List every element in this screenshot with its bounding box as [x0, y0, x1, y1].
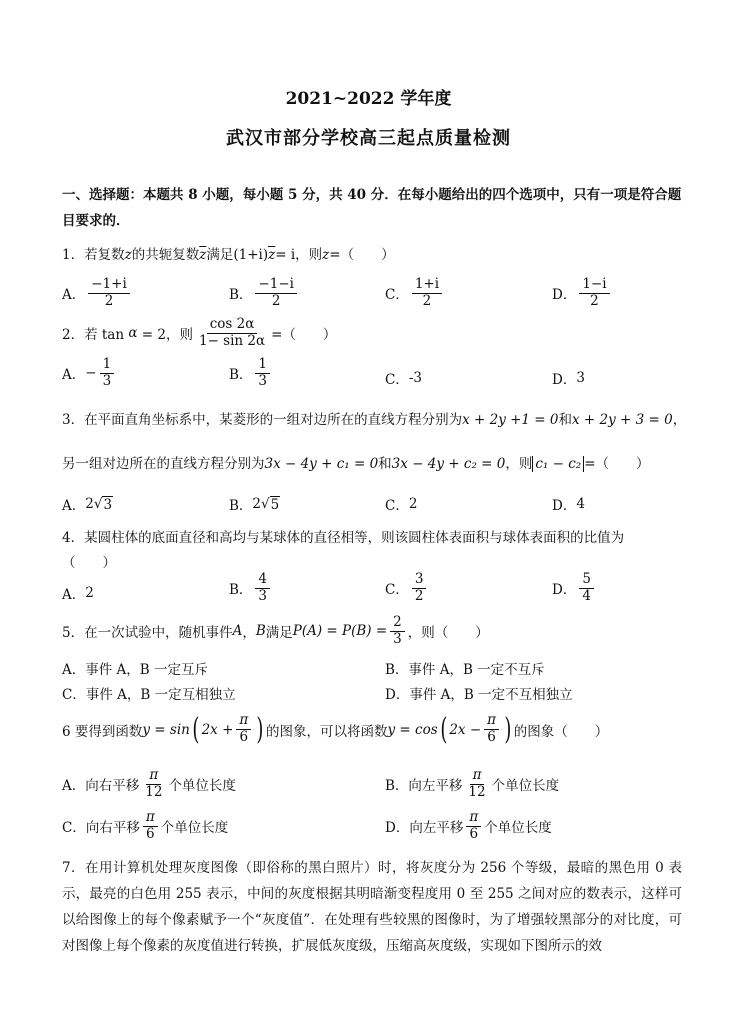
coefficient: 2 — [85, 496, 94, 512]
section-intro: 一、选择题：本题共 8 小题，每小题 5 分，共 40 分．在每小题给出的四个选项中，只有一项是符合题目要求的． — [62, 187, 682, 229]
q2-text-c: =（ ） — [271, 327, 337, 344]
option-value: -3 — [408, 370, 422, 386]
denominator: 12 — [468, 783, 486, 800]
option-letter: A． — [62, 367, 86, 384]
q5-option-d[interactable] — [385, 683, 573, 703]
q2-option-d[interactable] — [552, 368, 585, 388]
option-text: 事件 A，B 一定不互相独立 — [409, 687, 573, 703]
q6-text-a: 6 要得到函数 — [62, 723, 143, 740]
denominator: 2 — [271, 292, 281, 309]
fraction — [412, 277, 442, 309]
q1-text-c: 满足 — [206, 247, 234, 263]
numerator: −1−i — [255, 277, 297, 294]
q5-expr: P(A) = P(B) = — [292, 623, 388, 640]
denominator: 3 — [258, 587, 268, 604]
fraction — [142, 768, 165, 800]
q3-and: 和 — [558, 412, 572, 428]
q1-zbar: $\overline{z}$ — [199, 247, 207, 263]
question-7-text: 7．在用计算机处理灰度图像（即俗称的黑白照片）时，将灰度分为 256 个等级，最暗的黑色用 0 表示，最亮的白色用 255 表示，中间的灰度根据其明暗渐变程度用 0 至 255 之间对应的数表示，这样可以给图像上的每个像素赋予一个“灰度值”．在处理有些较黑的图像时，为了增强较黑部分的对比度，可对图像上每个像素的灰度值进行转换，扩展低灰度级，压缩高灰度级，实现如下图所示的效 — [62, 860, 682, 954]
left-paren: ( — [192, 712, 200, 747]
fraction — [579, 572, 594, 604]
numerator: 1 — [255, 357, 270, 374]
q2-text-a: 2．若 tan — [62, 327, 125, 344]
fraction — [236, 713, 251, 745]
q1-z: z — [124, 247, 132, 263]
fraction — [412, 572, 427, 604]
q6-text-b: 的图象，可以将函数 — [265, 723, 388, 740]
fraction — [466, 810, 481, 842]
numerator: π — [470, 768, 485, 785]
option-value: 3 — [576, 370, 585, 386]
q5-text-c: ，则（ ） — [407, 625, 489, 642]
numerator: 1−i — [579, 277, 609, 294]
numerator: cos 2α — [207, 317, 258, 334]
numerator: 2 — [390, 615, 405, 632]
denominator: 6 — [145, 825, 155, 842]
denominator: 6 — [469, 825, 479, 842]
numerator: 1 — [100, 357, 115, 374]
option-letter: A． — [62, 287, 86, 304]
option-value: 2 — [408, 496, 418, 512]
fraction — [255, 277, 297, 309]
q5-event-b: B — [255, 623, 266, 640]
denominator: 3 — [258, 372, 268, 389]
numerator: π — [236, 713, 251, 730]
left-paren: ( — [439, 712, 447, 747]
fraction — [88, 277, 130, 309]
q3-option-b[interactable] — [229, 494, 280, 514]
option-letter: D． — [552, 372, 577, 388]
numerator: 3 — [412, 572, 427, 589]
right-paren: ) — [504, 712, 512, 747]
q2-option-c[interactable] — [385, 368, 422, 388]
option-letter: D． — [552, 498, 577, 514]
q5-option-c[interactable] — [62, 683, 236, 703]
option-letter: B． — [385, 778, 409, 795]
fraction — [484, 713, 499, 745]
q6-func-1: y = sin — [142, 721, 190, 738]
denominator: 2 — [590, 292, 599, 309]
option-letter: C． — [62, 687, 86, 703]
radicand: 5 — [270, 496, 280, 513]
q4-option-b[interactable] — [229, 572, 273, 604]
denominator: 6 — [487, 729, 496, 745]
q1-eq2: =（ ） — [329, 247, 395, 263]
option-pre: 向右平移 — [85, 778, 140, 795]
question-5-stem — [62, 615, 489, 647]
q6-option-a[interactable] — [62, 768, 236, 800]
fraction — [579, 277, 609, 309]
option-letter: A． — [62, 778, 86, 795]
q1-option-b[interactable] — [229, 277, 300, 309]
denominator: 3 — [393, 630, 402, 647]
q4-option-c[interactable] — [385, 572, 429, 604]
q4-option-d[interactable] — [552, 572, 597, 604]
option-letter: C． — [385, 287, 409, 304]
q3-eq-1: x + 2y +1 = 0 — [462, 412, 559, 428]
numerator: 5 — [579, 572, 594, 589]
option-value: 2 — [85, 585, 94, 601]
option-pre: 向左平移 — [408, 778, 463, 795]
option-letter: A． — [62, 498, 86, 514]
q3-and-2: 和 — [378, 456, 392, 472]
option-value: 4 — [576, 496, 585, 512]
q1-zbar-2: $\overline{z}$ — [268, 247, 276, 263]
fraction — [196, 317, 268, 349]
q1-text-b: 的共轭复数 — [131, 247, 200, 263]
q1-eq: = i，则 — [275, 247, 323, 263]
option-pre: 向左平移 — [409, 820, 464, 837]
sqrt-sign: √ — [93, 496, 103, 512]
right-paren: ) — [256, 712, 264, 747]
option-letter: D． — [552, 582, 577, 599]
q2-alpha: α — [128, 325, 138, 342]
q3-eq-3: 3x − 4y + c₁ = 0 — [264, 456, 379, 472]
q1-expr: (1+i) — [233, 247, 269, 263]
numerator: π — [466, 810, 481, 827]
q5-option-a[interactable] — [62, 658, 208, 678]
q6-option-d[interactable] — [385, 810, 552, 842]
fraction — [390, 615, 405, 647]
q2-text-b: = 2，则 — [141, 327, 193, 344]
q1-option-c[interactable] — [385, 277, 445, 309]
option-post: 个单位长度 — [168, 778, 236, 795]
exam-title: 武汉市部分学校高三起点质量检测 — [226, 128, 511, 149]
numerator: π — [146, 768, 161, 785]
option-letter: C． — [385, 372, 409, 388]
sqrt-sign: √ — [261, 496, 270, 512]
question-6-stem — [62, 712, 608, 747]
q3-end: ， — [672, 412, 687, 428]
fraction — [143, 810, 158, 842]
q3-eq-2: x + 2y + 3 = 0 — [572, 412, 673, 428]
question-4-paren: （ ） — [62, 555, 116, 571]
q3-eq-4: 3x − 4y + c₂ = 0 — [391, 456, 506, 472]
radicand: 3 — [103, 496, 113, 513]
denominator: 12 — [145, 783, 163, 800]
option-letter: B． — [229, 367, 253, 384]
q6-func-1-inner: 2x + — [201, 721, 234, 738]
q1-option-d[interactable] — [552, 277, 613, 309]
year-title: 2021~2022 学年度 — [285, 89, 452, 109]
q1-text-a: 1．若复数 — [62, 247, 125, 263]
q6-option-c[interactable] — [62, 810, 228, 842]
denominator: 1− sin 2α — [198, 332, 266, 349]
q6-func-2: y = cos — [387, 721, 438, 738]
option-letter: A． — [62, 587, 86, 603]
option-letter: D． — [385, 820, 410, 837]
option-text: 事件 A，B 一定互斥 — [85, 662, 209, 678]
denominator: 4 — [582, 587, 591, 604]
option-letter: B． — [229, 582, 253, 599]
q3-text-c: ，则 — [505, 456, 533, 472]
option-letter: C． — [385, 498, 409, 514]
option-post: 个单位长度 — [160, 820, 229, 837]
option-letter: C． — [385, 582, 409, 599]
option-letter: C． — [62, 820, 86, 837]
numerator: π — [143, 810, 158, 827]
q6-option-b[interactable] — [385, 768, 559, 800]
option-letter: A． — [62, 662, 86, 678]
denominator: 6 — [239, 729, 249, 745]
option-pre: 向右平移 — [85, 820, 140, 837]
question-1-stem — [62, 243, 395, 263]
option-letter: B． — [385, 662, 409, 678]
q5-event-a: A — [232, 623, 243, 640]
q5-text-b: 满足 — [265, 625, 293, 642]
q3-option-c[interactable] — [385, 494, 417, 514]
denominator: 2 — [422, 292, 432, 309]
numerator: −1+i — [88, 277, 130, 294]
numerator: 1+i — [412, 277, 442, 294]
fraction — [255, 357, 270, 389]
q5-text-a: 5．在一次试验中，随机事件 — [62, 625, 233, 642]
q6-func-2-inner: 2x − — [449, 721, 482, 738]
numerator: π — [484, 713, 499, 730]
q3-option-d[interactable] — [552, 494, 585, 514]
q3-text-b: 另一组对边所在的直线方程分别为 — [62, 456, 265, 472]
denominator: 3 — [102, 372, 112, 389]
q1-z2: z — [322, 247, 330, 263]
option-letter: D． — [385, 687, 410, 703]
q6-text-c: 的图象（ ） — [513, 723, 609, 740]
q3-text-a: 3．在平面直角坐标系中，某菱形的一组对边所在的直线方程分别为 — [62, 412, 463, 428]
option-text: 事件 A，B 一定不互斥 — [408, 662, 545, 678]
option-letter: B． — [229, 287, 253, 304]
denominator: 2 — [414, 587, 424, 604]
q2-option-a[interactable] — [62, 357, 117, 389]
minus-sign: − — [85, 365, 97, 382]
option-text: 事件 A，B 一定互相独立 — [85, 687, 236, 703]
q1-option-a[interactable] — [62, 277, 133, 309]
option-post: 个单位长度 — [484, 820, 552, 837]
q4-option-a[interactable] — [62, 583, 94, 603]
q3-abs: c₁ − c₂ — [532, 456, 584, 472]
option-letter: B． — [229, 498, 253, 514]
q5-option-b[interactable] — [385, 658, 545, 678]
fraction — [255, 572, 270, 604]
fraction — [100, 357, 115, 389]
option-post: 个单位长度 — [491, 778, 560, 795]
question-3-line-1 — [62, 408, 686, 428]
q3-option-a[interactable] — [62, 494, 113, 514]
option-letter: D． — [552, 287, 577, 304]
numerator: 4 — [255, 572, 270, 589]
coefficient: 2 — [252, 496, 262, 512]
question-3-line-2 — [62, 452, 650, 472]
q3-end-2: =（ ） — [584, 456, 650, 472]
q2-option-b[interactable] — [229, 357, 273, 389]
denominator: 2 — [104, 292, 114, 309]
fraction — [465, 768, 488, 800]
question-2-stem — [62, 317, 336, 349]
q5-comma: ， — [242, 625, 256, 642]
question-4-stem: 4．某圆柱体的底面直径和高均与某球体的直径相等，则该圆柱体表面积与球体表面积的比值为 — [62, 530, 625, 546]
